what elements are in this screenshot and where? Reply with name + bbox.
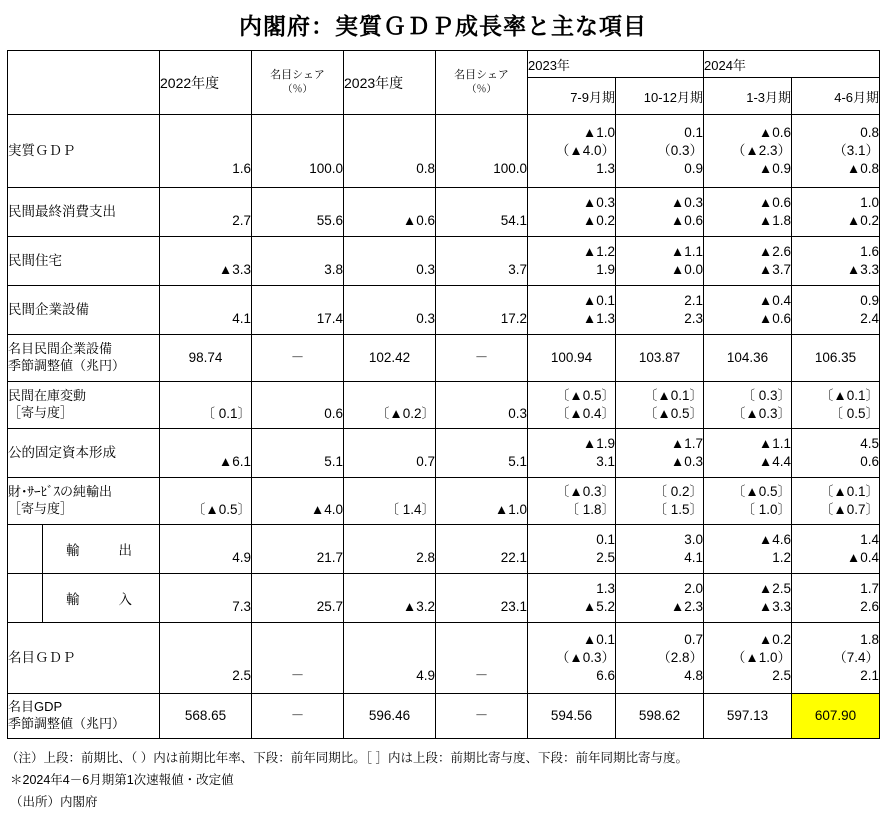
cell-nominal-gdp-sa-q1: 594.56 xyxy=(528,694,616,739)
cell-public-investment-q3: ▲1.1 ▲4.4 xyxy=(704,429,792,478)
row-label-private-consumption: 民間最終消費支出 xyxy=(8,188,160,237)
cell-private-consumption-fy2022: 2.7 xyxy=(160,188,252,237)
cell-imports-q1: 1.3 ▲5.2 xyxy=(528,574,616,623)
row-label-line2: 季節調整値（兆円） xyxy=(8,716,126,731)
cell-public-investment-share2023: 5.1 xyxy=(436,429,528,478)
cell-nominal-gdp-fy2022: 2.5 xyxy=(160,623,252,694)
cell-imports-q2: 2.0 ▲2.3 xyxy=(616,574,704,623)
cell-private-housing-fy2022: ▲3.3 xyxy=(160,237,252,286)
cell-private-inventory-q4: 〔▲0.1〕 〔 0.5〕 xyxy=(792,382,880,429)
row-label-nominal-gdp-sa xyxy=(8,694,160,739)
row-label-private-capex: 民間企業設備 xyxy=(8,286,160,335)
header-share-2023 xyxy=(436,51,528,115)
table-row xyxy=(8,335,880,382)
cell-nominal-gdp-q3: ▲0.2 （▲1.0） 2.5 xyxy=(704,623,792,694)
header-year-2022: 2022年度 xyxy=(160,51,252,115)
row-label-imports xyxy=(8,574,160,623)
row-label-private-housing: 民間住宅 xyxy=(8,237,160,286)
cell-net-exports-share2022: ▲4.0 xyxy=(252,478,344,525)
row-label-line2: ［寄与度］ xyxy=(8,405,74,420)
cell-exports-fy2023: 2.8 xyxy=(344,525,436,574)
cell-private-consumption-q3: ▲0.6 ▲1.8 xyxy=(704,188,792,237)
footnotes xyxy=(6,748,886,814)
indent-spacer xyxy=(8,574,43,622)
cell-private-inventory-share2023: 0.3 xyxy=(436,382,528,429)
cell-private-housing-fy2023: 0.3 xyxy=(344,237,436,286)
cell-nominal-gdp-q2: 0.7 （2.8） 4.8 xyxy=(616,623,704,694)
row-label-public-investment: 公的固定資本形成 xyxy=(8,429,160,478)
cell-private-housing-q1: ▲1.2 1.9 xyxy=(528,237,616,286)
cell-public-investment-share2022: 5.1 xyxy=(252,429,344,478)
table-row xyxy=(8,237,880,286)
row-label-private-inventory xyxy=(8,382,160,429)
cell-real-gdp-q1: ▲1.0 （▲4.0） 1.3 xyxy=(528,115,616,188)
table-row xyxy=(8,382,880,429)
header-share-2023-unit: （％） xyxy=(466,83,497,95)
cell-public-investment-fy2022: ▲6.1 xyxy=(160,429,252,478)
header-share-2022-unit: （％） xyxy=(282,83,313,95)
cell-private-capex-share2023: 17.2 xyxy=(436,286,528,335)
table-header-row-1 xyxy=(8,51,880,78)
cell-exports-q4: 1.4 ▲0.4 xyxy=(792,525,880,574)
cell-nominal-gdp-share2023: － xyxy=(436,623,528,694)
row-label-line2: 季節調整値（兆円） xyxy=(8,358,126,373)
cell-nominal-capex-q1: 100.94 xyxy=(528,335,616,382)
cell-private-capex-q3: ▲0.4 ▲0.6 xyxy=(704,286,792,335)
cell-nominal-capex-share2023: － xyxy=(436,335,528,382)
cell-private-capex-fy2023: 0.3 xyxy=(344,286,436,335)
cell-imports-fy2023: ▲3.2 xyxy=(344,574,436,623)
cell-private-capex-q1: ▲0.1 ▲1.3 xyxy=(528,286,616,335)
table-row xyxy=(8,188,880,237)
cell-private-housing-q2: ▲1.1 ▲0.0 xyxy=(616,237,704,286)
cell-private-capex-share2022: 17.4 xyxy=(252,286,344,335)
cell-private-inventory-q3: 〔 0.3〕 〔▲0.3〕 xyxy=(704,382,792,429)
value: 100.0 xyxy=(493,160,527,176)
header-share-2023-label: 名目シェア xyxy=(454,68,509,81)
cell-nominal-gdp-sa-q4-highlighted: 607.90 xyxy=(792,694,880,739)
footnote-2: ＊2024年4－6月期第1次速報値・改定値 xyxy=(10,772,234,787)
cell-private-housing-share2022: 3.8 xyxy=(252,237,344,286)
row-label-line1: 名目民間企業設備 xyxy=(8,341,113,357)
header-share-2022 xyxy=(252,51,344,115)
header-q-jan-mar: 1-3月期 xyxy=(704,78,792,115)
cell-imports-q3: ▲2.5 ▲3.3 xyxy=(704,574,792,623)
cell-private-capex-q2: 2.1 2.3 xyxy=(616,286,704,335)
row-label-nominal-gdp: 名目ＧＤＰ xyxy=(8,623,160,694)
cell-imports-fy2022: 7.3 xyxy=(160,574,252,623)
cell-nominal-gdp-sa-q3: 597.13 xyxy=(704,694,792,739)
cell-nominal-capex-fy2022: 98.74 xyxy=(160,335,252,382)
value: 1.6 xyxy=(232,160,251,176)
footnote-1: （注）上段：前期比、（ ）内は前期比年率、下段：前年同期比。［ ］内は上段：前期比寄与度、下段：前年同期比寄与度。 xyxy=(6,751,688,765)
cell-private-consumption-fy2023: ▲0.6 xyxy=(344,188,436,237)
cell-public-investment-q1: ▲1.9 3.1 xyxy=(528,429,616,478)
table-row xyxy=(8,694,880,739)
cell-net-exports-share2023: ▲1.0 xyxy=(436,478,528,525)
cell-net-exports-fy2022: 〔▲0.5〕 xyxy=(160,478,252,525)
cell-net-exports-fy2023: 〔 1.4〕 xyxy=(344,478,436,525)
row-label-nominal-capex xyxy=(8,335,160,382)
value: 100.0 xyxy=(309,160,343,176)
cell-nominal-gdp-sa-share2023: － xyxy=(436,694,528,739)
header-q-apr-jun: 4-6月期 xyxy=(792,78,880,115)
cell-private-consumption-share2022: 55.6 xyxy=(252,188,344,237)
cell-nominal-capex-fy2023: 102.42 xyxy=(344,335,436,382)
cell-real-gdp-q3: ▲0.6 （▲2.3） ▲0.9 xyxy=(704,115,792,188)
row-label-text: 輸 出 xyxy=(66,543,136,558)
cell-net-exports-q3: 〔▲0.5〕 〔 1.0〕 xyxy=(704,478,792,525)
cell-real-gdp-share2023 xyxy=(436,115,528,188)
cell-exports-q3: ▲4.6 1.2 xyxy=(704,525,792,574)
header-share-2022-label: 名目シェア xyxy=(270,68,325,81)
cell-private-capex-q4: 0.9 2.4 xyxy=(792,286,880,335)
cell-private-consumption-q2: ▲0.3 ▲0.6 xyxy=(616,188,704,237)
header-q-jul-sep: 7-9月期 xyxy=(528,78,616,115)
cell-exports-fy2022: 4.9 xyxy=(160,525,252,574)
cell-exports-q1: 0.1 2.5 xyxy=(528,525,616,574)
cell-imports-q4: 1.7 2.6 xyxy=(792,574,880,623)
row-label-real-gdp: 実質ＧＤＰ xyxy=(8,115,160,188)
footnote-3: （出所）内閣府 xyxy=(10,794,98,809)
cell-nominal-gdp-sa-q2: 598.62 xyxy=(616,694,704,739)
cell-net-exports-q4: 〔▲0.1〕 〔▲0.7〕 xyxy=(792,478,880,525)
cell-private-inventory-share2022: 0.6 xyxy=(252,382,344,429)
cell-real-gdp-share2022 xyxy=(252,115,344,188)
cell-private-inventory-q1: 〔▲0.5〕 〔▲0.4〕 xyxy=(528,382,616,429)
table-row xyxy=(8,429,880,478)
cell-nominal-capex-share2022: － xyxy=(252,335,344,382)
row-label-line1: 名目GDP xyxy=(8,699,63,715)
cell-public-investment-q2: ▲1.7 ▲0.3 xyxy=(616,429,704,478)
cell-exports-q2: 3.0 4.1 xyxy=(616,525,704,574)
cell-private-capex-fy2022: 4.1 xyxy=(160,286,252,335)
row-label-net-exports xyxy=(8,478,160,525)
cell-net-exports-q1: 〔▲0.3〕 〔 1.8〕 xyxy=(528,478,616,525)
value: 0.8 xyxy=(416,160,435,176)
row-label-line1: 財･ｻｰﾋﾞｽの純輸出 xyxy=(8,484,113,500)
header-year-2023-quarters: 2023年 xyxy=(528,51,704,78)
header-year-2024-quarters: 2024年 xyxy=(704,51,880,78)
gdp-table xyxy=(7,50,880,739)
row-label-exports xyxy=(8,525,160,574)
table-row xyxy=(8,525,880,574)
cell-nominal-gdp-q4: 1.8 （7.4） 2.1 xyxy=(792,623,880,694)
cell-nominal-gdp-share2022: － xyxy=(252,623,344,694)
cell-nominal-gdp-sa-fy2022: 568.65 xyxy=(160,694,252,739)
header-corner-cell xyxy=(8,51,160,115)
cell-nominal-capex-q4: 106.35 xyxy=(792,335,880,382)
row-label-line1: 民間在庫変動 xyxy=(8,388,87,404)
cell-nominal-gdp-sa-fy2023: 596.46 xyxy=(344,694,436,739)
cell-private-inventory-q2: 〔▲0.1〕 〔▲0.5〕 xyxy=(616,382,704,429)
cell-nominal-capex-q2: 103.87 xyxy=(616,335,704,382)
cell-private-consumption-q1: ▲0.3 ▲0.2 xyxy=(528,188,616,237)
cell-real-gdp-q4: 0.8 （3.1） ▲0.8 xyxy=(792,115,880,188)
table-row xyxy=(8,286,880,335)
cell-private-inventory-fy2022: 〔 0.1〕 xyxy=(160,382,252,429)
table-row xyxy=(8,623,880,694)
cell-private-consumption-q4: 1.0 ▲0.2 xyxy=(792,188,880,237)
cell-nominal-gdp-fy2023: 4.9 xyxy=(344,623,436,694)
header-q-oct-dec: 10-12月期 xyxy=(616,78,704,115)
cell-private-housing-q4: 1.6 ▲3.3 xyxy=(792,237,880,286)
cell-imports-share2023: 23.1 xyxy=(436,574,528,623)
row-label-text: 輸 入 xyxy=(66,592,136,607)
cell-private-housing-q3: ▲2.6 ▲3.7 xyxy=(704,237,792,286)
cell-exports-share2022: 21.7 xyxy=(252,525,344,574)
cell-nominal-capex-q3: 104.36 xyxy=(704,335,792,382)
cell-public-investment-fy2023: 0.7 xyxy=(344,429,436,478)
cell-real-gdp-q2: 0.1 （0.3） 0.9 xyxy=(616,115,704,188)
cell-nominal-gdp-sa-share2022: － xyxy=(252,694,344,739)
indent-spacer xyxy=(8,525,43,573)
cell-nominal-gdp-q1: ▲0.1 （▲0.3） 6.6 xyxy=(528,623,616,694)
cell-imports-share2022: 25.7 xyxy=(252,574,344,623)
cell-real-gdp-fy2022 xyxy=(160,115,252,188)
page-title: 内閣府：実質ＧＤＰ成長率と主な項目 xyxy=(239,14,647,39)
cell-public-investment-q4: 4.5 0.6 xyxy=(792,429,880,478)
table-row xyxy=(8,115,880,188)
cell-private-consumption-share2023: 54.1 xyxy=(436,188,528,237)
table-row xyxy=(8,574,880,623)
cell-private-inventory-fy2023: 〔▲0.2〕 xyxy=(344,382,436,429)
cell-net-exports-q2: 〔 0.2〕 〔 1.5〕 xyxy=(616,478,704,525)
row-label-line2: ［寄与度］ xyxy=(8,501,74,516)
header-year-2023: 2023年度 xyxy=(344,51,436,115)
cell-private-housing-share2023: 3.7 xyxy=(436,237,528,286)
table-row xyxy=(8,478,880,525)
cell-exports-share2023: 22.1 xyxy=(436,525,528,574)
cell-real-gdp-fy2023 xyxy=(344,115,436,188)
